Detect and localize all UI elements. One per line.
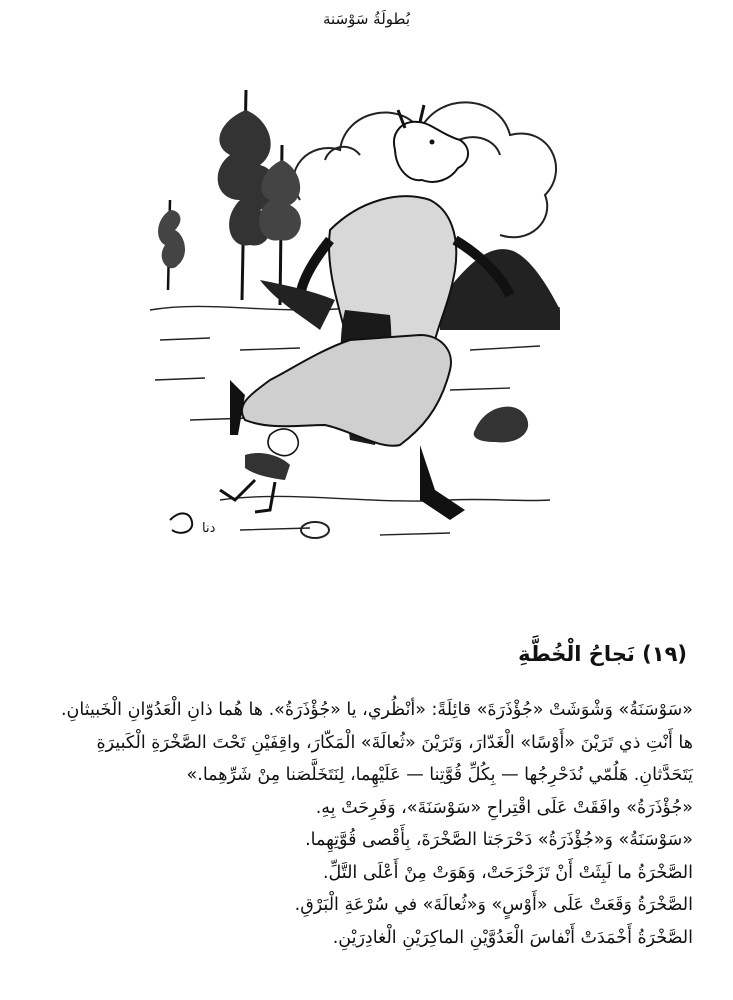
story-line: ها أَنْتِ ذي تَرَيْنَ «أَوْسًا» الْغَدّارَ، وَتَرَيْنَ «ثُعالَةَ» الْمَكّارَ، واقِفَيْنِ تَحْتَ الصَّخْرَةِ الْكَبيرَةِ (96, 732, 693, 753)
hill-shape (440, 249, 560, 330)
story-illustration (150, 50, 560, 570)
story-line: الصَّخْرَةُ ما لَبِثَتْ أَنْ تَزَحْزَحَتْ، وَهَوَتْ مِنْ أَعْلَى التَّلِّ. (322, 862, 693, 883)
story-line: «جُؤْذَرَةُ» وافَقَتْ عَلَى اقْتِراحِ «سَوْسَنَةَ»، وَفَرِحَتْ بِهِ. (315, 797, 693, 818)
chapter-title: (١٩) نَجاحُ الْخُطَّةِ (518, 642, 687, 666)
running-header: بُطولَةُ سَوْسَنة (322, 10, 411, 28)
artist-signature (170, 513, 216, 536)
signature-text: دنا (202, 521, 216, 536)
small-child-figure (220, 429, 298, 512)
tree-icon (158, 90, 301, 305)
story-line: «سَوْسَنَةُ» وَ«جُؤْذَرَةُ» دَحْرَجَتا الصَّخْرَةَ، بِأَقْصى قُوَّتِهِما. (305, 830, 693, 850)
story-line: يَتَحَدَّثانِ. هَلُمّي نُدَحْرِجُها — بِكُلِّ قُوَّتِنا — عَلَيْهِما، لِنَتَخَلَّصَنا مِنْ شَرِّهِما.» (186, 765, 693, 785)
story-line: «سَوْسَنَةُ» وَشْوَشَتْ «جُؤْذَرَةَ» قائِلَةً: «أنْظُري، يا «جُؤْذَرَةُ». ها هُما ذانِ الْعَدُوّانِ الْخَبيثانِ. (60, 700, 693, 720)
story-text (33, 694, 693, 954)
story-line: الصَّخْرَةُ وَقَعَتْ عَلَى «أَوْسٍ» وَ«ثُعالَةَ» في سُرْعَةِ الْبَرْقِ. (294, 895, 693, 915)
story-line: الصَّخْرَةُ أَخْمَدَتْ أَنْفاسَ الْعَدُوَّيْنِ الماكِرَيْنِ الْغادِرَيْنِ. (332, 927, 693, 948)
